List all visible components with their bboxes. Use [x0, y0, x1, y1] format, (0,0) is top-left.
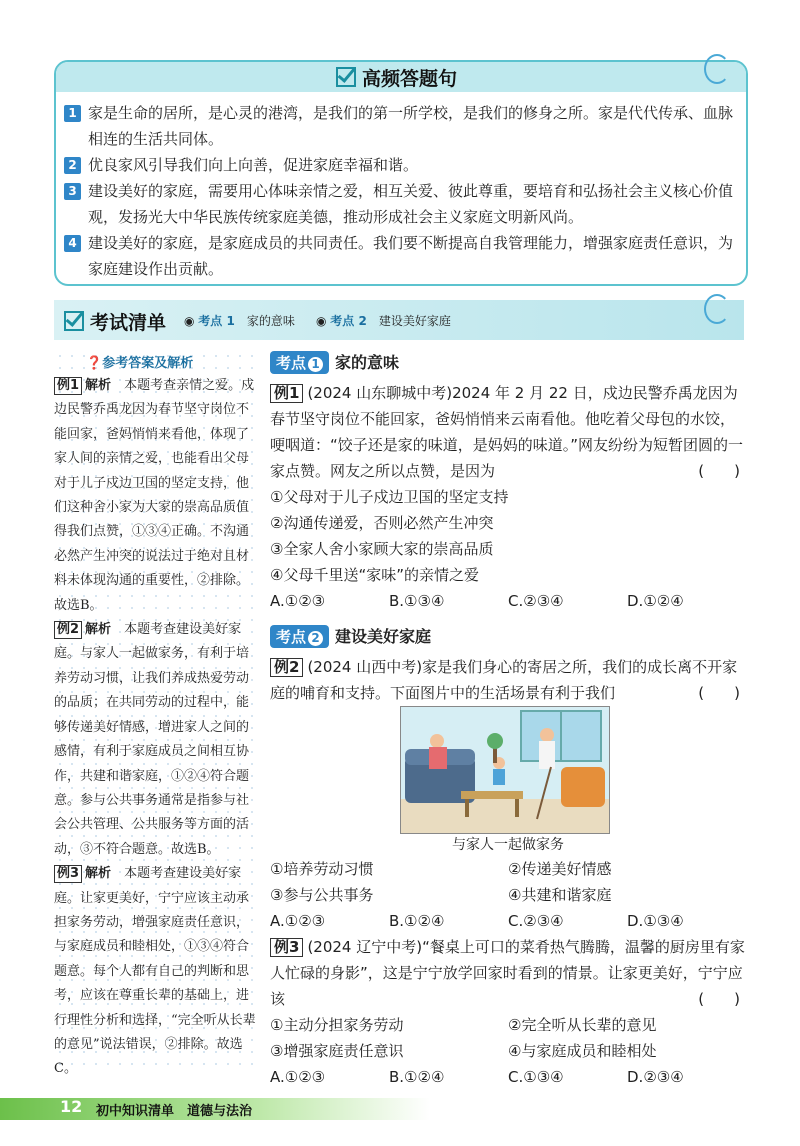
example-tag: 例2: [54, 621, 82, 639]
list-item: [64, 230, 740, 282]
answer-3: 例3 解析 本题考查建设美好家庭。让家更美好，宁宁应该主动承担家务劳动，增强家庭责任意识，与家庭成员和睦相处，①③④符合题意。每个人都有自己的判断和思考，应该在尊重长辈的基础上，进行理性分析和选择，“完全听从长辈的意见”说法错误，②排除。故选C。: [54, 866, 256, 1077]
statement: ①培养劳动习惯: [270, 860, 374, 878]
example-tag: 例2: [270, 658, 303, 677]
question-stem: 例1 (2024 山东聊城中考)2024 年 2 月 22 日，戍边民警乔禹龙因为春节坚守岗位不能回家，爸妈悄悄来云南看他。他吃着父母包的水饺，哽咽道：“饺子还是家的味道，是妈妈的味道。”网友纷纷为短暂团圆的一家点赞。网友之所以点赞，是因为 ( ): [270, 380, 746, 484]
item-number: 2: [64, 157, 81, 174]
statements: [270, 1038, 746, 1064]
question-2-choices: [270, 856, 746, 934]
statement: ④与家庭成员和睦相处: [508, 1042, 657, 1060]
high-frequency-title: 高频答题句: [336, 64, 457, 91]
list-item: [64, 178, 740, 230]
option: B.①③④: [389, 592, 445, 610]
question-stem: 例2 (2024 山西中考)家是我们身心的寄居之所，我们的成长离不开家庭的哺育和支持。下面图片中的生活场景有利于我们 ( ): [270, 654, 746, 706]
list-item: [64, 100, 740, 152]
statement: ①父母对于儿子戍边卫国的坚定支持: [270, 488, 509, 506]
swirl-decoration-icon: [704, 294, 730, 324]
swirl-decoration-icon: [704, 54, 730, 84]
options: [270, 908, 746, 934]
high-frequency-header: [56, 62, 746, 92]
exam-point-1: ◉ 考点 1 家的意味: [184, 314, 295, 328]
option: D.②③④: [627, 1068, 684, 1086]
answer-blank: ( ): [698, 684, 740, 702]
statement: ①主动分担家务劳动: [270, 1016, 404, 1034]
item-text: 建设美好的家庭，需要用心体味亲情之爱，相互关爱、彼此尊重，要培育和弘扬社会主义核心价值观，发扬光大中华民族传统家庭美德，推动形成社会主义家庭文明新风尚。: [88, 182, 734, 226]
exam-point-pill: 考点 2: [270, 625, 329, 648]
question-3: [270, 934, 746, 1090]
option: A.①②③: [270, 1068, 326, 1086]
answer-heading: ❓参考答案及解析: [86, 356, 194, 371]
footer-title: 初中知识清单 道德与法治: [96, 1104, 253, 1119]
illustration-caption: 与家人一起做家务: [452, 837, 564, 853]
statement: ②传递美好情感: [508, 860, 612, 878]
check-icon: [336, 67, 356, 87]
options: [270, 588, 746, 614]
item-text: 家是生命的居所，是心灵的港湾，是我们的第一所学校，是我们的修身之所。家是代代传承、血脉相连的生活共同体。: [88, 104, 734, 148]
option: C.②③④: [508, 912, 564, 930]
question-1: [270, 380, 746, 614]
statement: ④父母千里送“家味”的亲情之爱: [270, 566, 479, 584]
option: C.①③④: [508, 1068, 564, 1086]
example-tag: 例1: [270, 384, 303, 403]
statement: ③全家人舍小家顾大家的崇高品质: [270, 540, 494, 558]
exam-point-2: ◉ 考点 2 建设美好家庭: [316, 314, 451, 328]
item-number: 3: [64, 183, 81, 200]
example-tag: 例1: [54, 377, 82, 395]
statement: ②完全听从长辈的意见: [508, 1016, 657, 1034]
example-tag: 例3: [270, 938, 303, 957]
high-frequency-list: [64, 100, 740, 282]
item-number: 4: [64, 235, 81, 252]
statements: [270, 1012, 746, 1038]
exam-point-pill: 考点 1: [270, 351, 329, 374]
option: B.①②④: [389, 1068, 445, 1086]
question-2: [270, 654, 746, 706]
statements: [270, 856, 746, 882]
statement: ③增强家庭责任意识: [270, 1042, 404, 1060]
exam-checklist-bar: [54, 300, 744, 340]
statement: ②沟通传递爱，否则必然产生冲突: [270, 514, 494, 532]
option: D.①②④: [627, 592, 684, 610]
item-text: 优良家风引导我们向上向善，促进家庭幸福和谐。: [88, 156, 419, 174]
answer-2: 例2 解析 本题考查建设美好家庭。与家人一起做家务，有利于培养劳动习惯，让我们养成热爱劳动的品质；在共同劳动的过程中，能够传递美好情感，增进家人之间的感情，有利于家庭成员之间相互协作，共建和谐家庭，①②④符合题意。参与公共事务通常是指参与社会公共管理、公共服务等方面的活动，③不符合题意。故选B。: [54, 622, 250, 857]
item-text: 建设美好的家庭，是家庭成员的共同责任。我们要不断提高自我管理能力，增强家庭责任意识，为家庭建设作出贡献。: [88, 234, 734, 278]
answer-column: [54, 350, 262, 1077]
statements: [270, 882, 746, 908]
answer-1: 例1 解析 本题考查亲情之爱。戍边民警乔禹龙因为春节坚守岗位不能回家，爸妈悄悄来看他，体现了家人间的亲情之爱，也能看出父母对于儿子戍边卫国的坚定支持，他们这种舍小家为大家的崇高品质值得我们点赞，①③④正确。不沟通必然产生冲突的说法过于绝对且材料未体现沟通的重要性，②排除。故选B。: [54, 378, 255, 613]
exam-point-heading-1: 考点 1 家的意味: [270, 350, 399, 374]
item-number: 1: [64, 105, 81, 122]
option: C.②③④: [508, 592, 564, 610]
answer-blank: ( ): [698, 990, 740, 1008]
exam-checklist-title: 考试清单: [64, 308, 166, 335]
statement: ④共建和谐家庭: [508, 886, 612, 904]
question-stem: 例3 (2024 辽宁中考)“餐桌上可口的菜肴热气腾腾，温馨的厨房里有家人忙碌的身影”，这是宁宁放学回家时看到的情景。让家更美好，宁宁应该 ( ): [270, 934, 746, 1012]
statement: ③参与公共事务: [270, 886, 374, 904]
check-icon: [64, 311, 84, 331]
option: A.①②③: [270, 592, 326, 610]
list-item: [64, 152, 740, 178]
option: B.①②④: [389, 912, 445, 930]
options: [270, 1064, 746, 1090]
high-frequency-box: [54, 60, 748, 286]
exam-point-heading-2: 考点 2 建设美好家庭: [270, 624, 431, 648]
answer-blank: ( ): [698, 462, 740, 480]
option: A.①②③: [270, 912, 326, 930]
answer-text: [54, 374, 260, 1082]
page-number: 12: [60, 1097, 83, 1116]
example-tag: 例3: [54, 865, 82, 883]
option: D.①③④: [627, 912, 684, 930]
housework-illustration: [400, 706, 610, 834]
